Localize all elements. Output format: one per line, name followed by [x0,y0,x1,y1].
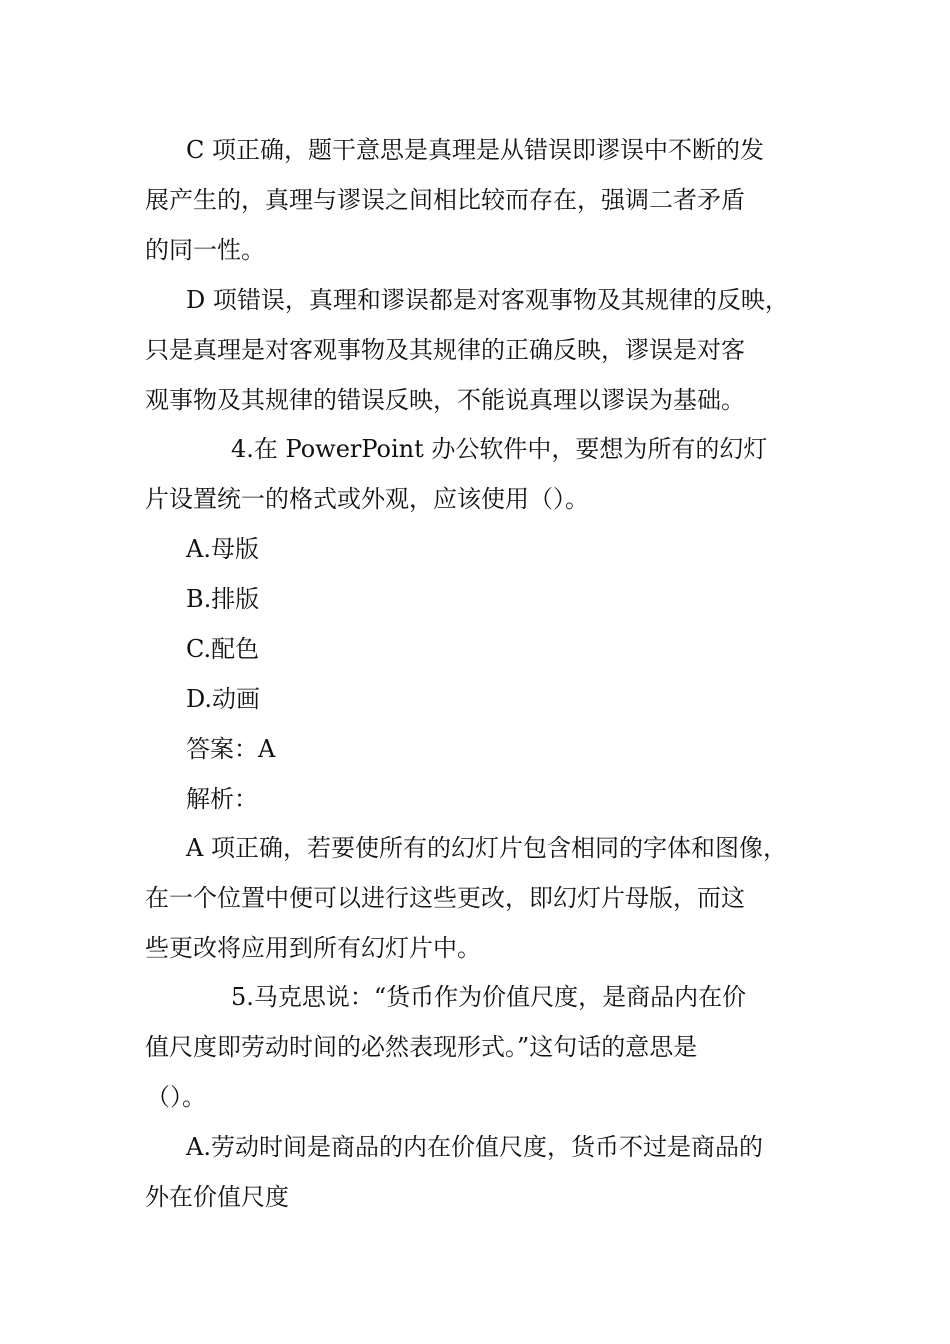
option-d: D.动画 [186,685,261,713]
question-line: （）。 [146,1083,206,1111]
question-line: 4.在 PowerPoint 办公软件中，要想为所有的幻灯 [231,435,768,463]
option-c: C.配色 [186,635,260,663]
paragraph-line: 观事物及其规律的错误反映，不能说真理以谬误为基础。 [145,386,745,414]
option-a: A.劳动时间是商品的内在价值尺度，货币不过是商品的 [186,1133,763,1161]
paragraph-line: 只是真理是对客观事物及其规律的正确反映，谬误是对客 [145,336,745,364]
option-a-continued: 外在价值尺度 [145,1183,289,1211]
question-line: 片设置统一的格式或外观，应该使用（）。 [145,485,589,513]
option-a: A.母版 [186,535,259,563]
analysis-label: 解析： [186,785,258,813]
paragraph-line: A 项正确，若要使所有的幻灯片包含相同的字体和图像， [186,834,787,862]
question-line: 值尺度即劳动时间的必然表现形式。”这句话的意思是 [145,1033,698,1061]
paragraph-line: D 项错误，真理和谬误都是对客观事物及其规律的反映， [186,286,789,314]
paragraph-line: 展产生的，真理与谬误之间相比较而存在，强调二者矛盾 [145,186,745,214]
paragraph-line: 在一个位置中便可以进行这些更改，即幻灯片母版，而这 [145,884,745,912]
paragraph-line: 些更改将应用到所有幻灯片中。 [145,934,481,962]
answer-line: 答案：A [186,735,276,763]
paragraph-line: C 项正确，题干意思是真理是从错误即谬误中不断的发 [186,136,764,164]
option-b: B.排版 [186,585,260,613]
question-line: 5.马克思说：“货币作为价值尺度，是商品内在价 [231,983,747,1011]
paragraph-line: 的同一性。 [145,236,265,264]
